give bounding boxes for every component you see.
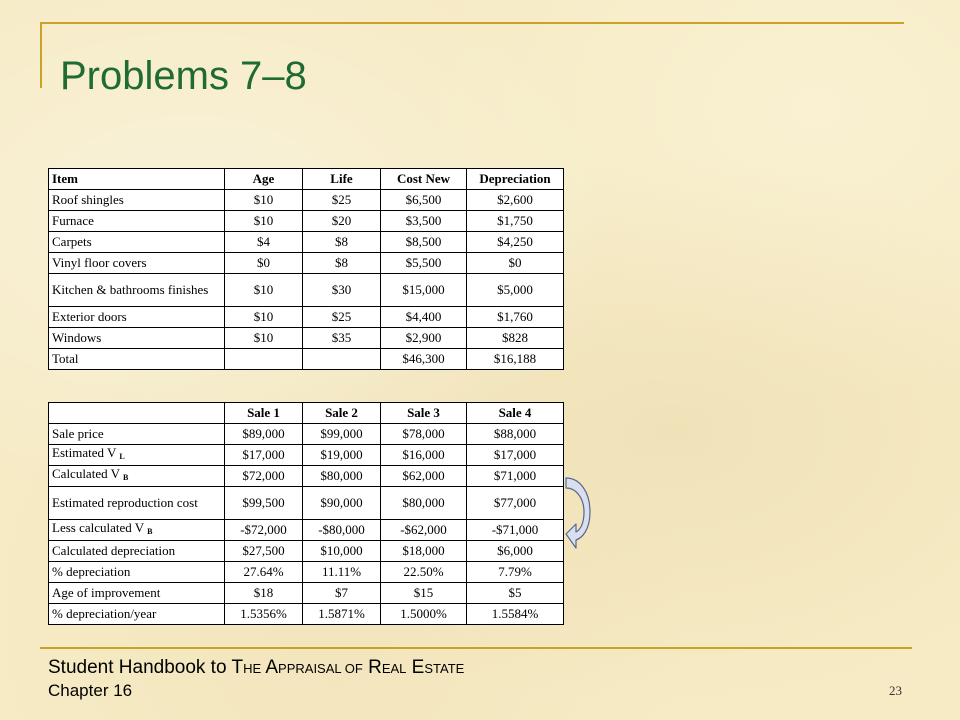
table-row <box>49 424 564 445</box>
table-row <box>49 232 564 253</box>
footer-title-part: Student Handbook to T <box>48 657 244 678</box>
table-cell: $99,500 <box>225 487 303 520</box>
table-cell: $72,000 <box>225 466 303 487</box>
table-cell: Exterior doors <box>49 307 225 328</box>
table-cell: 1.5871% <box>303 604 381 625</box>
table-row <box>49 583 564 604</box>
subscript-label: B <box>123 473 129 482</box>
table-cell: $15,000 <box>381 274 467 307</box>
table-cell: $25 <box>303 307 381 328</box>
subscript-label: B <box>147 527 153 536</box>
table-cell: Furnace <box>49 211 225 232</box>
table-row <box>49 562 564 583</box>
table-cell: $5,000 <box>467 274 564 307</box>
table-cell: $6,500 <box>381 190 467 211</box>
column-header: Item <box>49 169 225 190</box>
table-cell: $18,000 <box>381 541 467 562</box>
row-label: Less calculated V <box>52 520 145 535</box>
table-cell: $0 <box>225 253 303 274</box>
table-cell: $5 <box>467 583 564 604</box>
table-cell: $71,000 <box>467 466 564 487</box>
table-cell: $0 <box>467 253 564 274</box>
table-cell: $30 <box>303 274 381 307</box>
table-cell: $8 <box>303 232 381 253</box>
table-cell: $8,500 <box>381 232 467 253</box>
table-row <box>49 190 564 211</box>
frame-top-line <box>40 22 904 24</box>
table-cell: $15 <box>381 583 467 604</box>
table-cell: $16,188 <box>467 349 564 370</box>
table-row <box>49 466 564 487</box>
table-cell: $4,400 <box>381 307 467 328</box>
table-row <box>49 307 564 328</box>
table-cell: $80,000 <box>381 487 467 520</box>
table-total-row <box>49 349 564 370</box>
footer-chapter: Chapter 16 <box>48 681 133 700</box>
table-cell: $10 <box>225 328 303 349</box>
table-cell: Windows <box>49 328 225 349</box>
table-cell: 27.64% <box>225 562 303 583</box>
table-cell: $17,000 <box>467 445 564 466</box>
table-row <box>49 445 564 466</box>
frame-bottom-line <box>40 647 912 649</box>
table-cell: $4 <box>225 232 303 253</box>
table-cell: $4,250 <box>467 232 564 253</box>
table-row <box>49 211 564 232</box>
footer-title-part: STATE <box>424 661 465 676</box>
table-cell: $25 <box>303 190 381 211</box>
table-cell: $19,000 <box>303 445 381 466</box>
footer-book-title <box>48 657 464 680</box>
table-cell: $8 <box>303 253 381 274</box>
table-cell: -$71,000 <box>467 520 564 541</box>
table-cell: $88,000 <box>467 424 564 445</box>
table-cell: $77,000 <box>467 487 564 520</box>
table-cell: $828 <box>467 328 564 349</box>
table-cell: $46,300 <box>381 349 467 370</box>
table-cell: $1,760 <box>467 307 564 328</box>
table-cell: $35 <box>303 328 381 349</box>
table-cell: $10,000 <box>303 541 381 562</box>
table-cell: $62,000 <box>381 466 467 487</box>
column-header: Depreciation <box>467 169 564 190</box>
table-header-row <box>49 169 564 190</box>
table-cell: $10 <box>225 274 303 307</box>
row-label: Calculated V <box>52 466 120 481</box>
table-cell: Kitchen & bathrooms finishes <box>49 274 225 307</box>
table-cell: $2,900 <box>381 328 467 349</box>
table-cell: Vinyl floor covers <box>49 253 225 274</box>
table-cell: $80,000 <box>303 466 381 487</box>
column-header: Sale 2 <box>303 403 381 424</box>
table-cell <box>225 349 303 370</box>
table-cell: -$62,000 <box>381 520 467 541</box>
frame-left-line <box>40 22 42 88</box>
footer-title-part: PPRAISAL OF <box>278 661 363 676</box>
slide-title: Problems 7–8 <box>60 54 307 98</box>
table-cell: % depreciation/year <box>49 604 225 625</box>
subscript-label: L <box>119 452 125 461</box>
table-cell: 11.11% <box>303 562 381 583</box>
sales-depreciation-table <box>48 402 564 625</box>
table-row <box>49 604 564 625</box>
footer-title-part: A <box>261 657 279 678</box>
footer-title-part: E <box>406 657 425 678</box>
table-cell: $7 <box>303 583 381 604</box>
table-cell: 1.5356% <box>225 604 303 625</box>
table-cell: 22.50% <box>381 562 467 583</box>
table-header-row <box>49 403 564 424</box>
cost-depreciation-table <box>48 168 564 370</box>
table-cell: $27,500 <box>225 541 303 562</box>
table-row <box>49 328 564 349</box>
table-cell: $17,000 <box>225 445 303 466</box>
table-cell: -$80,000 <box>303 520 381 541</box>
table-cell <box>303 349 381 370</box>
column-header <box>49 403 225 424</box>
table-row <box>49 487 564 520</box>
table-cell: Total <box>49 349 225 370</box>
table-cell: % depreciation <box>49 562 225 583</box>
table-cell <box>49 466 225 487</box>
table-cell: $10 <box>225 190 303 211</box>
table-cell: $20 <box>303 211 381 232</box>
table-cell: Carpets <box>49 232 225 253</box>
table-row <box>49 520 564 541</box>
table-cell: $78,000 <box>381 424 467 445</box>
table-cell: 7.79% <box>467 562 564 583</box>
table-cell: Estimated reproduction cost <box>49 487 225 520</box>
table-cell: $3,500 <box>381 211 467 232</box>
table-cell: $1,750 <box>467 211 564 232</box>
table-cell: $5,500 <box>381 253 467 274</box>
column-header: Life <box>303 169 381 190</box>
table-cell: $6,000 <box>467 541 564 562</box>
footer-title-part: EAL <box>381 661 407 676</box>
footer-title-part: R <box>362 657 382 678</box>
table-row <box>49 253 564 274</box>
table-cell: $2,600 <box>467 190 564 211</box>
table-cell: Calculated depreciation <box>49 541 225 562</box>
column-header: Sale 4 <box>467 403 564 424</box>
column-header: Cost New <box>381 169 467 190</box>
column-header: Sale 1 <box>225 403 303 424</box>
table-cell: $90,000 <box>303 487 381 520</box>
row-label: Estimated V <box>52 445 117 460</box>
table-cell: $10 <box>225 211 303 232</box>
table-cell: Age of improvement <box>49 583 225 604</box>
curved-arrow-icon <box>564 474 592 550</box>
table-cell: $89,000 <box>225 424 303 445</box>
table-cell: 1.5584% <box>467 604 564 625</box>
table-cell: 1.5000% <box>381 604 467 625</box>
table-cell: Roof shingles <box>49 190 225 211</box>
footer-title-part: HE <box>243 661 262 676</box>
table-cell: $18 <box>225 583 303 604</box>
column-header: Age <box>225 169 303 190</box>
table-cell: -$72,000 <box>225 520 303 541</box>
table-cell: $10 <box>225 307 303 328</box>
column-header: Sale 3 <box>381 403 467 424</box>
page-number: 23 <box>889 683 902 698</box>
table-cell: $16,000 <box>381 445 467 466</box>
table-cell <box>49 445 225 466</box>
table-cell: Sale price <box>49 424 225 445</box>
table-cell <box>49 520 225 541</box>
table-row <box>49 274 564 307</box>
table-row <box>49 541 564 562</box>
table-cell: $99,000 <box>303 424 381 445</box>
